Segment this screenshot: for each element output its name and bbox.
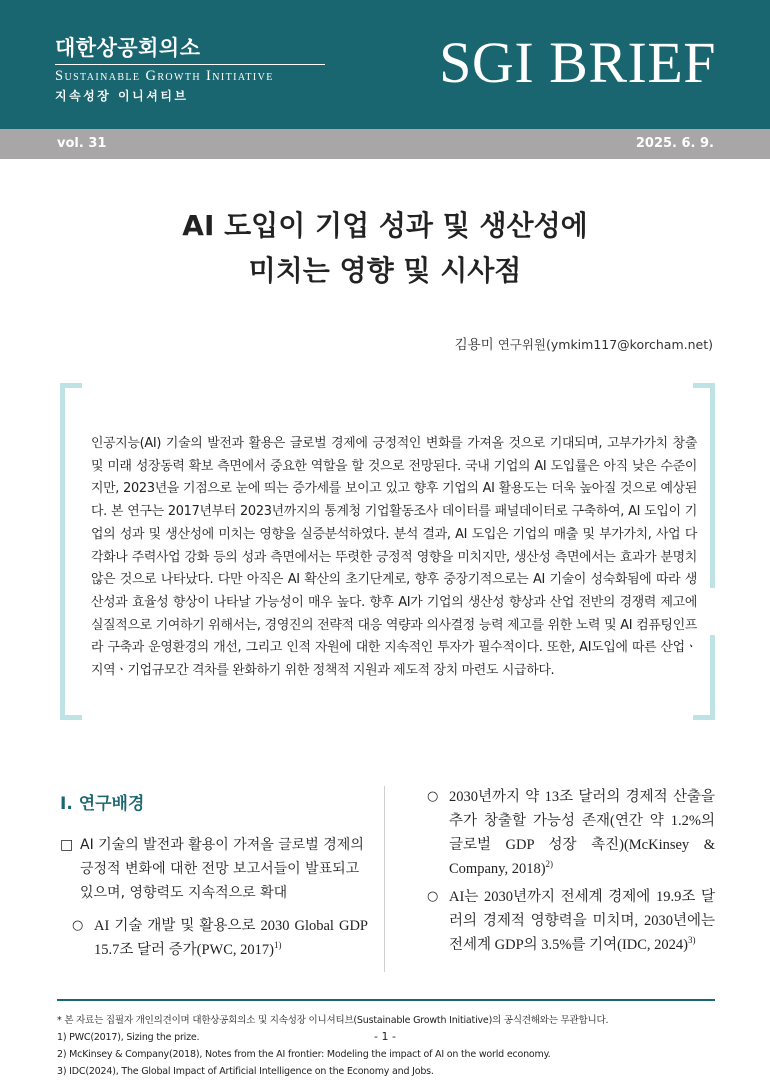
header-banner [0, 0, 770, 129]
abstract-text: 인공지능(AI) 기술의 발전과 활용은 글로벌 경제에 긍정적인 변화를 가져올 것으로 기대되며, 고부가가치 창출 및 미래 성장동력 확보 측면에서 중요한 역할을 할 것으로 전망된다. 국내 기업의 AI 도입률은 아직 낮은 수준이지만, 2023년을 기점으로 눈에 띄는 증가세를 보이고 있고 향후 기업의 AI 활용도는 더욱 높아질 것으로 예상된다. 본 연구는 2017년부터 2023년까지의 통계청 기업활동조사 데이터를 패널데이터로 구축하여, AI 도입이 기업의 성과 및 생산성에 미치는 영향을 실증분석하였다. 분석 결과, AI 도입은 기업의 매출 및 부가가치, 사업 다각화나 주력사업 강화 등의 성과 측면에서는 뚜렷한 긍정적 영향을 미치지만, 생산성 측면에서는 효과가 분명치 않은 것으로 나타났다. 다만 아직은 AI 확산의 초기단계로, 향후 중장기적으로는 AI 기술이 성숙화됨에 따라 생산성과 효율성 향상이 나타날 가능성이 매우 높다. 향후 AI가 기업의 생산성 향상과 산업 전반의 경쟁력 제고에 실질적으로 기여하기 위해서는, 경영진의 전략적 대응 역량과 의사결정 능력 제고를 위한 노력 및 AI 컴퓨팅인프라 구축과 운영환경의 개선, 그리고 인적 자원에 대한 지속적인 투자가 필수적이다. 또한, AI도입에 따른 산업ㆍ지역ㆍ기업규모간 격차를 완화하기 위한 정책적 지원과 제도적 장치 마련도 시급하다. [91, 436, 697, 679]
org-subtitle: 지속성장 이니셔티브 [55, 89, 189, 103]
sub-item [427, 785, 715, 881]
disclaimer: * 본 자료는 집필자 개인의견이며 대한상공회의소 및 지속성장 이니셔티브(Sustainable Growth Initiative)의 공식견해와는 무관합니다. [57, 1015, 609, 1026]
footnote-1: 1) PWC(2017), Sizing the prize. [57, 1032, 200, 1043]
org-name-korean: 대한상공회의소 [55, 36, 201, 60]
circle-bullet-icon: ○ [427, 789, 439, 804]
author-name: 김용미 [454, 337, 494, 353]
sub-item [427, 885, 715, 957]
footnote-3: 3) IDC(2024), The Global Impact of Artificial Intelligence on the Economy and Jobs. [57, 1066, 434, 1077]
issue-bar [0, 129, 770, 159]
brand-title: SGI BRIEF [439, 30, 716, 95]
square-bullet-icon: □ [60, 837, 74, 853]
issue-date: 2025. 6. 9. [635, 136, 714, 151]
volume-number: vol. 31 [57, 136, 107, 151]
org-name-english: Sustainable Growth Initiative [55, 68, 274, 84]
abstract-box [60, 383, 715, 720]
footnote-ref: 3) [688, 935, 696, 946]
page-number: - 1 - [374, 1030, 396, 1043]
footnote-ref: 2) [545, 859, 554, 870]
header-divider [55, 64, 325, 65]
bullet-item [60, 833, 370, 905]
footnote-ref: 1) [274, 940, 282, 951]
footer-rule [57, 999, 715, 1001]
document-title [0, 203, 770, 293]
footnote-2: 2) McKinsey & Company(2018), Notes from the AI frontier: Modeling the impact of AI on the world economy. [57, 1049, 551, 1060]
bracket-bottom-left [60, 535, 82, 720]
author-role: 연구위원(ymkim117@korcham.net) [497, 337, 713, 352]
bullet-text: AI 기술의 발전과 활용이 가져올 글로벌 경제의 긍정적 변화에 대한 전망 보고서들이 발표되고 있으며, 영향력도 지속적으로 확대 [80, 837, 364, 901]
section-heading: Ⅰ. 연구배경 [60, 794, 145, 814]
sub-item-text: 2030년까지 약 13조 달러의 경제적 산출을 추가 창출할 가능성 존재(연간 약 1.2%의 글로벌 GDP 성장 촉진)(McKinsey & Company, 2018) [449, 789, 715, 877]
sub-item-text: AI 기술 개발 및 활용으로 2030 Global GDP 15.7조 달러 증가(PWC, 2017) [94, 918, 368, 958]
author-line [455, 333, 713, 353]
title-line-2: 미치는 영향 및 시사점 [248, 254, 522, 287]
title-line-1: AI 도입이 기업 성과 및 생산성에 [182, 209, 588, 242]
circle-bullet-icon: ○ [427, 889, 439, 904]
sub-item [72, 914, 368, 962]
sub-item-text: AI는 2030년까지 전세계 경제에 19.9조 달러의 경제적 영향력을 미치며, 2030년에는 전세계 GDP의 3.5%를 기여(IDC, 2024) [449, 889, 715, 953]
column-divider [384, 786, 385, 972]
circle-bullet-icon: ○ [72, 918, 84, 933]
